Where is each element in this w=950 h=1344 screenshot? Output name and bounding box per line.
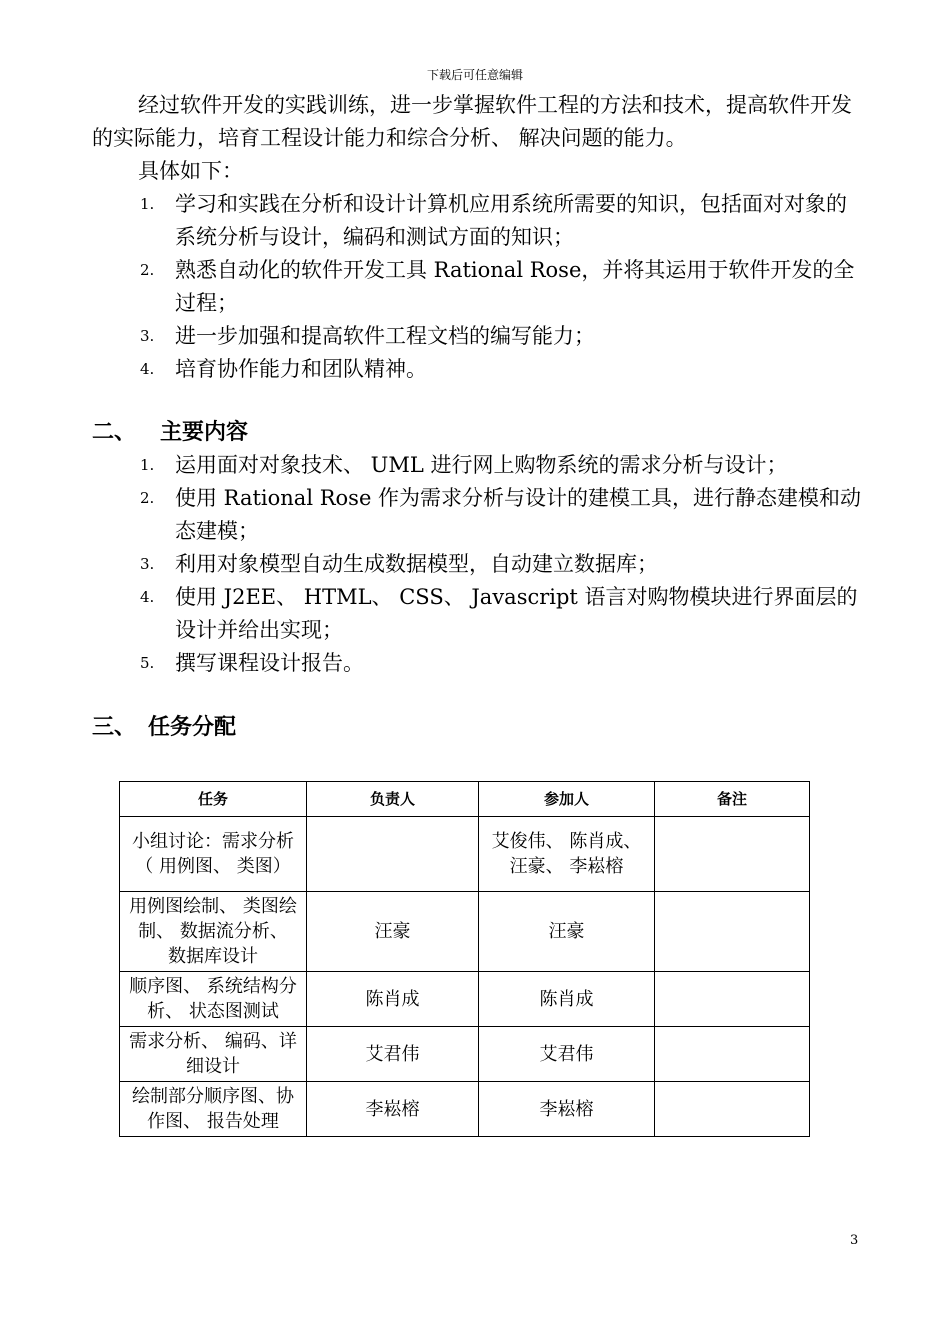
task-cell: 顺序图、 系统结构分析、 状态图测试 [120, 972, 307, 1027]
notes-cell [655, 1027, 810, 1082]
list-item-number: 4. [140, 588, 155, 606]
main-content-list [140, 449, 862, 680]
list-item-number: 4. [140, 360, 155, 378]
list-item [140, 188, 862, 254]
section-title: 任务分配 [148, 715, 237, 740]
task-cell: 用例图绘制、 类图绘制、 数据流分析、 数据库设计 [120, 892, 307, 972]
goals-list [140, 188, 862, 386]
table-row [120, 817, 810, 892]
list-item [140, 254, 862, 320]
task-cell: 需求分析、 编码、详细设计 [120, 1027, 307, 1082]
list-item-text: 撰写课程设计报告。 [175, 651, 364, 675]
notes-cell [655, 1082, 810, 1137]
owner-cell: 陈肖成 [307, 972, 479, 1027]
column-header-owner: 负责人 [307, 782, 479, 817]
section-number: 二、 [92, 420, 137, 445]
section-heading-main-content [92, 418, 248, 448]
list-item-number: 3. [140, 555, 155, 573]
list-item-number: 3. [140, 327, 155, 345]
table-row [120, 1027, 810, 1082]
intro-lead: 具体如下： [138, 159, 243, 183]
table-row [120, 892, 810, 972]
owner-cell: 李崧榕 [307, 1082, 479, 1137]
list-item-number: 2. [140, 261, 155, 279]
task-cell: 绘制部分顺序图、协作图、 报告处理 [120, 1082, 307, 1137]
intro-paragraph: 经过软件开发的实践训练，进一步掌握软件工程的方法和技术，提高软件开发的实际能力，培育工程设计能力和综合分析、 解决问题的能力。 [92, 93, 852, 150]
section-title: 主要内容 [160, 420, 249, 445]
list-item [140, 353, 862, 386]
table-row [120, 1082, 810, 1137]
list-item-text: 培育协作能力和团队精神。 [175, 357, 427, 381]
list-item [140, 548, 862, 581]
list-item-number: 1. [140, 195, 155, 213]
participants-cell: 李崧榕 [479, 1082, 655, 1137]
list-item-text: 利用对象模型自动生成数据模型，自动建立数据库； [175, 552, 658, 576]
list-item-text: 学习和实践在分析和设计计算机应用系统所需要的知识，包括面对对象的系统分析与设计，编码和测试方面的知识； [175, 192, 847, 249]
task-assignment-table [119, 781, 810, 1137]
task-cell: 小组讨论：需求分析（ 用例图、 类图） [120, 817, 307, 892]
notes-cell [655, 972, 810, 1027]
notes-cell [655, 817, 810, 892]
section-heading-task-assignment [92, 713, 236, 743]
list-item-number: 1. [140, 456, 155, 474]
list-item-text: 熟悉自动化的软件开发工具 Rational Rose，并将其运用于软件开发的全过程； [175, 258, 855, 315]
participants-cell: 艾君伟 [479, 1027, 655, 1082]
participants-cell: 陈肖成 [479, 972, 655, 1027]
list-item-number: 5. [140, 654, 155, 672]
column-header-notes: 备注 [655, 782, 810, 817]
owner-cell: 艾君伟 [307, 1027, 479, 1082]
list-item [140, 581, 862, 647]
table-row [120, 972, 810, 1027]
notes-cell [655, 892, 810, 972]
header-note: 下载后可任意编辑 [426, 68, 523, 82]
list-item [140, 320, 862, 353]
list-item [140, 449, 862, 482]
participants-cell: 汪豪 [479, 892, 655, 972]
list-item [140, 647, 862, 680]
page-number: 3 [850, 1233, 859, 1248]
owner-cell [307, 817, 479, 892]
section-number: 三、 [92, 715, 137, 740]
list-item-text: 使用 Rational Rose 作为需求分析与设计的建模工具，进行静态建模和动态建模； [175, 486, 862, 543]
list-item-number: 2. [140, 489, 155, 507]
list-item-text: 使用 J2EE、 HTML、 CSS、 Javascript 语言对购物模块进行界面层的设计并给出实现； [175, 585, 858, 642]
column-header-participants: 参加人 [479, 782, 655, 817]
column-header-task: 任务 [120, 782, 307, 817]
list-item-text: 进一步加强和提高软件工程文档的编写能力； [175, 324, 595, 348]
list-item-text: 运用面对对象技术、 UML 进行网上购物系统的需求分析与设计； [175, 453, 788, 477]
owner-cell: 汪豪 [307, 892, 479, 972]
table-header-row [120, 782, 810, 817]
list-item [140, 482, 862, 548]
participants-cell: 艾俊伟、 陈肖成、 汪豪、 李崧榕 [479, 817, 655, 892]
